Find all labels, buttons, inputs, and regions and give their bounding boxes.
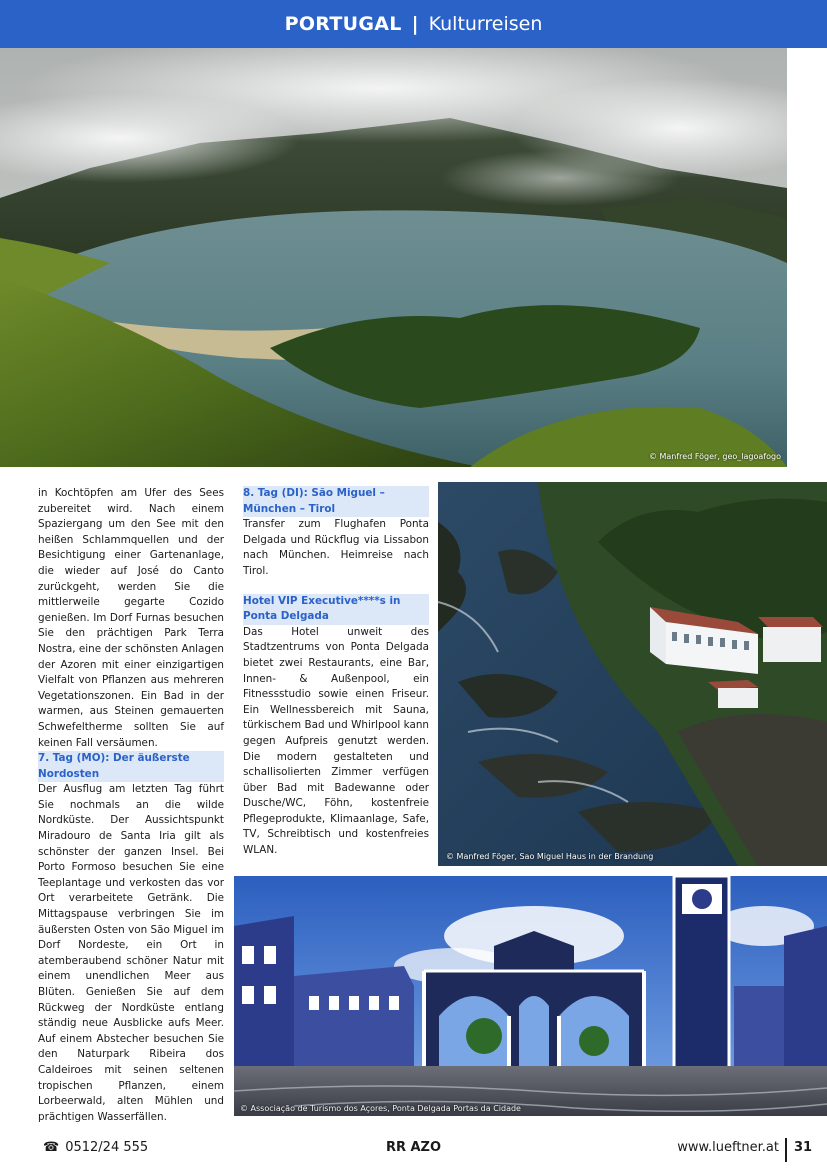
day8-heading: 8. Tag (DI): São Miguel – München – Tirol (243, 486, 429, 517)
hotel-paragraph: Das Hotel unweit des Stadtzentrums von Ponta Delgada bietet zwei Restaurants, eine Bar, Innen- & Außenpool, ein Fitnessstudio sowie einen Friseur. Ein Wellnessbereich mit Sauna, türkischem Bad und Whirlpool kann gegen Aufpreis genutzt werden. Die modern gestalteten und schallisolierten Zimmer verfügen über Bad mit Badewanne oder Dusche/WC, Föhn, kostenfreie Pflegeprodukte, Klimaanlage, Safe, TV, Schreibtisch und kostenfreies WLAN. (243, 625, 429, 857)
footer-phone-number: 0512/24 555 (65, 1140, 149, 1155)
day7-heading: 7. Tag (MO): Der äußerste Nordosten (38, 751, 224, 782)
footer-website-link[interactable]: www.lueftner.at (677, 1140, 779, 1155)
intro-paragraph: in Kochtöpfen am Ufer des Sees zubereitet wird. Nach einem Spaziergang um den See mit den heißen Schlammquellen und der Besichtigung einer Gartenanlage, die wieder auf José do Canto zurückgeht, werden Sie die mittlerweile gegarte Cozido genießen. Im Dorf Furnas besuchen Sie den prächtigen Park Terra Nostra, eine der schönsten Anlagen der Azoren mit einer einzigartigen Vielfalt von Pflanzen aus mehreren Vegetationszonen. Ein Bad in der warmen, aus Steinen gemauerten Schwefeltherme sollten Sie auf keinen Fall versäumen. (38, 487, 224, 749)
text-column-1 (38, 486, 224, 1125)
crater-lake-illustration (0, 48, 787, 467)
page-number: 31 (794, 1140, 813, 1155)
hero-photo-caption: © Manfred Föger, geo_lagoafogo (648, 452, 781, 461)
day8-paragraph: Transfer zum Flughafen Ponta Delgada und Rückflug via Lissabon nach München. Heimreise nach Tirol. (243, 518, 429, 577)
day7-paragraph: Der Ausflug am letzten Tag führt Sie nochmals an die wilde Nordküste. Der Aussichtspunkt Miradouro de Santa Iria gilt als schönster der ganzen Insel. Bei Porto Formoso besuchen Sie eine Teeplantage und verkosten das vor Ort verarbeitete Getränk. Die Mittagspause verbringen Sie im äußersten Osten von São Miguel im Dorf Nordeste, ein Ort in atemberaubend schöner Natur mit einem unendlichen Meer aus Blüten. Genießen Sie auf dem Rückweg der Nordküste entlang ständig neue Ausblicke aufs Meer. Auf einem Abstecher besuchen Sie den Naturpark Ribeira dos Caldeiroes mit seinen seltenen tropischen Pflanzen, einem Lorbeerwald, alten Mühlen und prächtigen Wasserfällen. (38, 783, 224, 1123)
phone-icon: ☎ (43, 1140, 60, 1155)
text-column-2 (243, 486, 429, 859)
footer-trip-code: RR AZO (385, 1140, 442, 1155)
header-category: Kulturreisen (428, 13, 543, 35)
footer-divider (785, 1138, 787, 1162)
hero-photo-crater-lake (0, 48, 787, 467)
page-footer (0, 1136, 827, 1162)
header-country: PORTUGAL (284, 13, 402, 35)
coast-photo-caption: © Manfred Föger, Sao Miguel Haus in der Brandung (446, 852, 654, 861)
clock-face (692, 889, 712, 909)
city-gates-photo (234, 876, 827, 1116)
city-gates-illustration (234, 876, 827, 1116)
coast-house-photo (438, 482, 827, 866)
header-separator: | (411, 13, 419, 35)
square-photo-caption: © Associação de Turismo dos Açores, Ponta Delgada Portas da Cidade (240, 1104, 521, 1113)
coast-house-illustration (438, 482, 827, 866)
page-header (0, 0, 827, 48)
hotel-heading: Hotel VIP Executive****s in Ponta Delgada (243, 594, 429, 625)
